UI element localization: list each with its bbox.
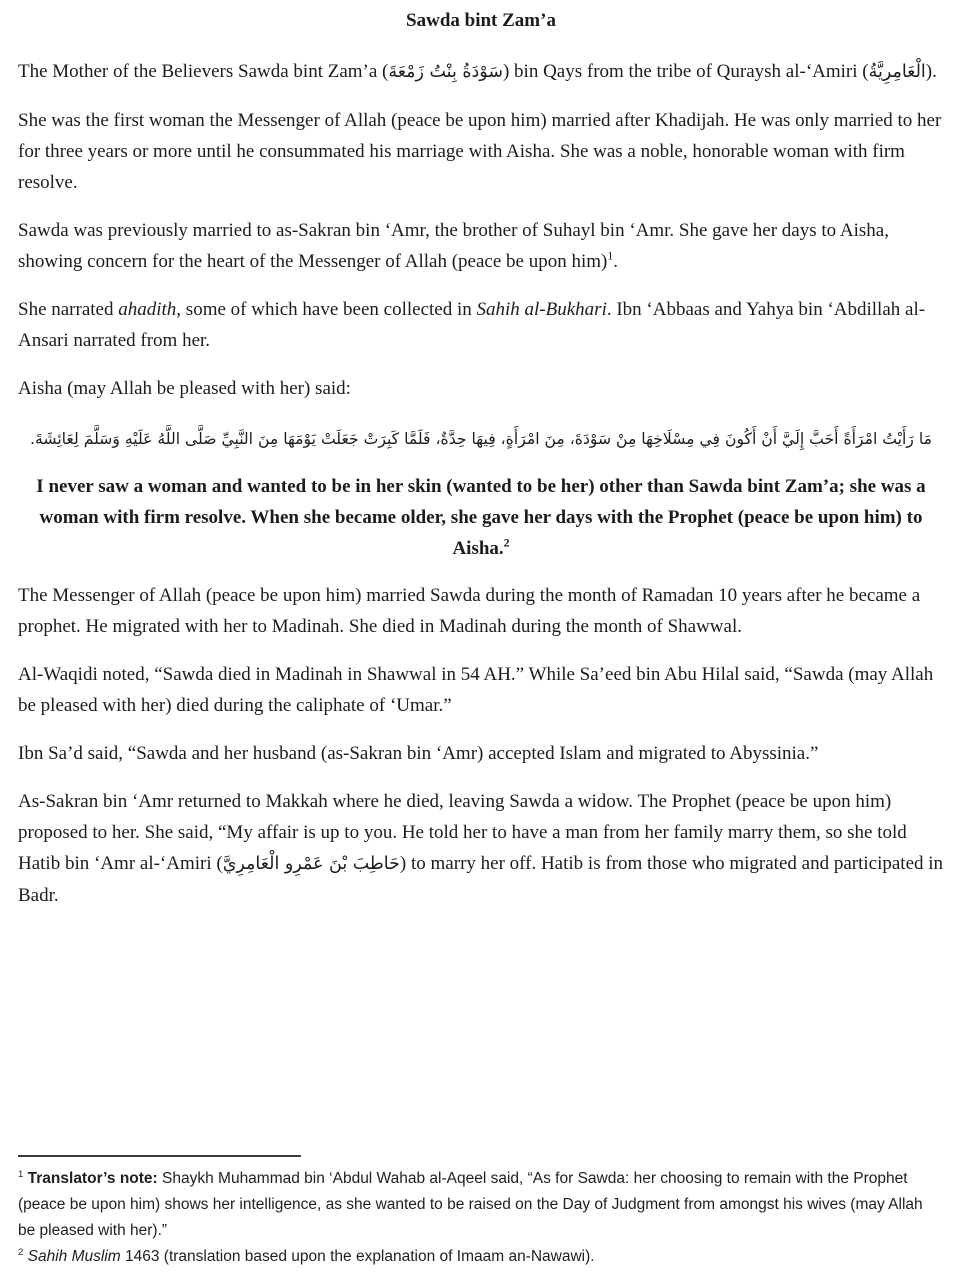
- arabic-text: سَوْدَةُ بِنْتُ زَمْعَةَ: [388, 62, 503, 82]
- document-body: [18, 56, 944, 928]
- text-segment: Shaykh Muhammad bin ‘Abdul Wahab al-Aqeel said, “As for Sawda: her choosing to remain with the Prophet (peace be upon him) shows her intelligence, as she wanted to be raised on the Day of Judgment from amongst his wives (may Allah be pleased with her).”: [18, 1170, 923, 1239]
- text-segment: ).: [925, 61, 937, 82]
- paragraph-7: [18, 659, 944, 721]
- text-segment: The Messenger of Allah (peace be upon him) married Sawda during the month of Ramadan 10 years after he became a prophet. He migrated with her to Madinah. She died in Madinah during the month of Shawwal.: [18, 585, 921, 637]
- text-segment: As-Sakran bin ‘Amr returned to Makkah where he died, leaving Sawda a widow. The Prophet (peace be upon him) proposed to her. She said, “My affair is up to you. He told her to have a man from her family marry them, so she told Hatib bin ‘Amr al-‘Amiri (: [18, 791, 907, 874]
- text-segment: Ibn Sa’d said, “Sawda and her husband (as-Sakran bin ‘Amr) accepted Islam and migrated to Abyssinia.”: [18, 743, 819, 764]
- text-segment: ) to marry her off. Hatib is from those who migrated and participated in Badr.: [18, 853, 944, 906]
- text-segment: ) bin Qays from the tribe of Quraysh al-‘Amiri (: [502, 61, 869, 82]
- page-title: Sawda bint Zam’a: [406, 10, 556, 31]
- text-segment: Sahih al-Bukhari: [476, 299, 607, 320]
- hadith-arabic: [18, 421, 944, 457]
- footnote-separator: [18, 1155, 301, 1157]
- text-segment: Al-Waqidi noted, “Sawda died in Madinah in Shawwal in 54 AH.” While Sa’eed bin Abu Hilal said, “Sawda (may Allah be pleased with her) died during the caliphate of ‘Umar.”: [18, 664, 934, 716]
- paragraph-1: [18, 56, 944, 88]
- text-segment: Sawda was previously married to as-Sakran bin ‘Amr, the brother of Suhayl bin ‘Amr. She gave her days to Aisha, showing concern for the heart of the Messenger of Allah (peace be upon him): [18, 220, 889, 272]
- text-segment: She was the first woman the Messenger of Allah (peace be upon him) married after Khadijah. He was only married to her for three years or more until he consummated his marriage with Aisha. She was a noble, honorable woman with firm resolve.: [18, 110, 942, 193]
- paragraph-4: [18, 294, 944, 356]
- hadith-translation: [18, 471, 944, 564]
- text-segment: I never saw a woman and wanted to be in her skin (wanted to be her) other than Sawda bint Zam’a; she was a woman with firm resolve. When she became older, she gave her days with the Prophet (peace be upon him) to Aisha.: [36, 476, 926, 559]
- text-segment: Translator’s note:: [27, 1170, 158, 1187]
- text-segment: Aisha (may Allah be pleased with her) said:: [18, 378, 351, 399]
- paragraph-8: [18, 738, 944, 769]
- paragraph-5: [18, 373, 944, 404]
- footnote-section: [18, 1155, 944, 1270]
- text-segment: . Ibn ‘Abbaas and Yahya bin ‘Abdillah al-Ansari narrated from her.: [18, 299, 926, 351]
- text-segment: 1: [607, 249, 614, 263]
- text-segment: ahadith,: [118, 299, 182, 320]
- text-segment: 1: [18, 1168, 24, 1180]
- paragraph-3: [18, 215, 944, 277]
- text-segment: She narrated: [18, 299, 119, 320]
- footnote-1: [18, 1166, 944, 1244]
- text-segment: 2: [503, 536, 510, 550]
- paragraph-2: [18, 105, 944, 198]
- paragraph-6: [18, 580, 944, 642]
- text-segment: .: [613, 251, 618, 272]
- footnote-2: [18, 1244, 944, 1270]
- arabic-text: مَا رَأَيْتُ امْرَأَةً أَحَبَّ إِلَيَّ أَنْ أَكُونَ فِي مِسْلَاخِهَا مِنْ سَوْدَةَ، مِنَ امْرَأَةٍ، فِيهَا حِدَّةٌ، فَلَمَّا كَبِرَتْ جَعَلَتْ يَوْمَهَا مِنَ النَّبِيِّ صَلَّى اللَّهُ عَلَيْهِ وَسَلَّمَ لِعَائِشَةَ.: [30, 429, 932, 448]
- text-segment: 1463 (translation based upon the explanation of Imaam an-Nawawi).: [120, 1248, 595, 1265]
- text-segment: some of which have been collected in: [181, 299, 477, 320]
- arabic-text: حَاطِبَ بْنَ عَمْرِو الْعَامِرِيَّ: [222, 854, 400, 874]
- arabic-text: الْعَامِرِيَّةُ: [868, 62, 926, 82]
- text-segment: The Mother of the Believers Sawda bint Zam’a (: [18, 61, 389, 82]
- text-segment: Sahih Muslim: [27, 1248, 121, 1265]
- text-segment: 2: [18, 1246, 24, 1258]
- paragraph-9: [18, 786, 944, 911]
